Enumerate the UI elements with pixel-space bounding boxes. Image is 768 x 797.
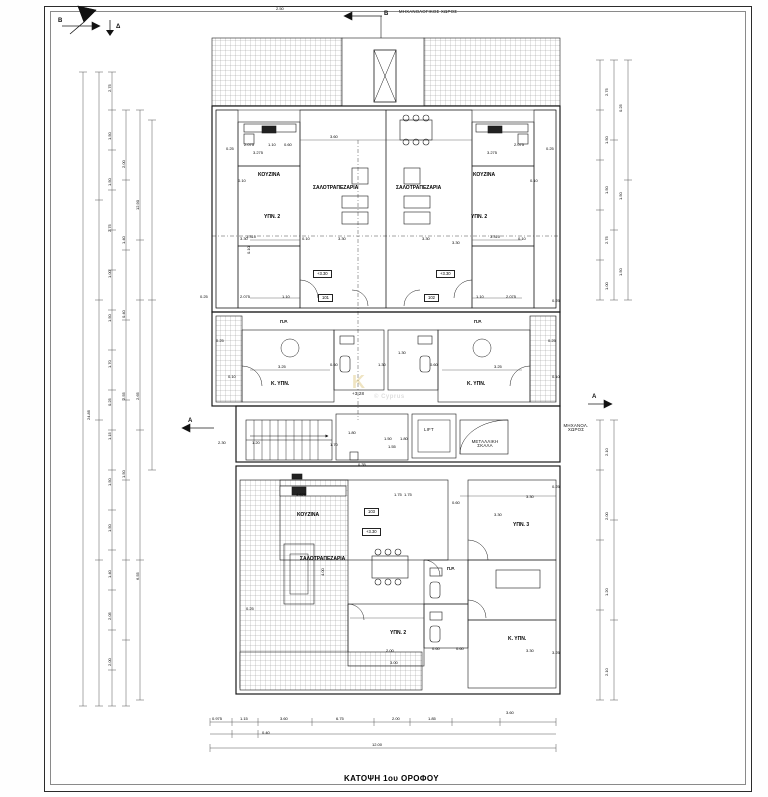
dimension-plan: 1.20: [252, 440, 260, 445]
section-label-a-right: A: [592, 394, 597, 400]
room-label: Π.Ρ.: [447, 566, 455, 571]
annotation-mechanical-top: ΜΗΧΑΝΟΛΟΓΙΚΟΣ ΧΩΡΟΣ: [398, 9, 458, 14]
room-label: ΥΠΝ. 2: [264, 214, 281, 220]
dimension-left: 1.40: [121, 236, 126, 244]
dimension-plan: 0.25: [552, 298, 560, 303]
dimension-plan: 2.075: [244, 142, 255, 147]
dimension-plan: 0.60: [452, 500, 460, 505]
dimension-plan: 1.50: [384, 436, 392, 441]
dimension-plan: 2.075: [514, 142, 525, 147]
section-mark-delta: [106, 20, 114, 36]
dimension-plan: 0.10: [552, 374, 560, 379]
dimension-plan: 0.25: [200, 294, 208, 299]
dimension-bottom: 0.40: [262, 730, 270, 735]
apartment-tag: 102: [424, 294, 439, 302]
dimension-bottom: 2.00: [392, 716, 400, 721]
core-band: [236, 406, 560, 462]
dimension-plan: 0.10: [246, 246, 251, 254]
section-mark-b-top: [344, 12, 382, 20]
dimension-plan: 0.25: [548, 338, 556, 343]
dimension-left: 0.25: [107, 398, 112, 406]
dimension-plan: 1.75: [394, 492, 402, 497]
dimension-left: 1.00: [107, 270, 112, 278]
room-label: ΣΑΛΟΤΡΑΠΕΖΑΡΙΑ: [313, 185, 359, 191]
dimension-plan: 3.310: [490, 234, 501, 239]
dimension-plan: 0.60: [432, 646, 440, 651]
dimension-bottom: 1.85: [428, 716, 436, 721]
room-label: ΣΑΛΟΤΡΑΠΕΖΑΡΙΑ: [300, 556, 346, 562]
dimension-left: 2.75: [107, 84, 112, 92]
dimension-left: 1.50: [121, 470, 126, 478]
dimension-plan: 0.35: [358, 462, 366, 467]
room-label: Κ. ΥΠΝ.: [467, 381, 486, 387]
dimension-bottom: 0.975: [212, 716, 223, 721]
dimension-plan: 3.30: [526, 494, 534, 499]
dimension-plan: 0.10: [302, 236, 310, 241]
dimension-left: 2.00: [107, 658, 112, 666]
dimension-bottom: 12.00: [372, 742, 383, 747]
dimension-left: 1.50: [107, 524, 112, 532]
room-label: Π.Ρ.: [474, 319, 482, 324]
apartment-tag: 101: [318, 294, 333, 302]
dimension-plan: 1.30: [398, 350, 406, 355]
dimension-plan: 1.80: [400, 436, 408, 441]
dimension-plan: 2.075: [240, 294, 251, 299]
dimension-plan: 4.625: [296, 492, 307, 497]
annotation-mechanical-right: ΜΗΧΑΝΟΛ. ΧΩΡΟΣ: [563, 423, 589, 433]
dimension-left: 6.55: [135, 572, 140, 580]
dimension-right: 2.10: [604, 448, 609, 456]
dimension-plan: 4.00: [320, 568, 325, 576]
dimension-plan: 3.25: [278, 364, 286, 369]
lower-block: [236, 452, 560, 694]
room-label: ΥΠΝ. 2: [471, 214, 488, 220]
section-label-a-left: A: [188, 418, 193, 424]
dimension-left: 1.15: [107, 432, 112, 440]
apartment-tag: 103: [364, 508, 379, 516]
dimension-ladder-left: [79, 72, 156, 706]
dimension-plan: 3.30: [240, 236, 248, 241]
dimension-left: 1.50: [107, 132, 112, 140]
level-tag: +3.30: [362, 528, 381, 536]
dimension-bottom: 3.60: [280, 716, 288, 721]
dimension-right: 2.75: [604, 88, 609, 96]
dimension-left: 2.75: [107, 224, 112, 232]
page-title: ΚΑΤΟΨΗ 1ου ΟΡΟΦΟΥ: [344, 774, 440, 783]
dimension-plan: 1.70: [330, 442, 338, 447]
room-label: Κ. ΥΠΝ.: [508, 636, 527, 642]
section-mark-b-left: [62, 22, 100, 30]
dimension-plan: 3.275: [487, 150, 498, 155]
dimension-plan: 0.25: [216, 338, 224, 343]
dimension-bottom: 6.75: [336, 716, 344, 721]
annotation-lift: LIFT: [424, 427, 434, 432]
dimension-plan: 3.30: [452, 240, 460, 245]
room-label: Κ. ΥΠΝ.: [271, 381, 290, 387]
dimension-left: 1.50: [107, 478, 112, 486]
dimension-plan: 3.30: [422, 236, 430, 241]
dimension-plan: 3.30: [526, 648, 534, 653]
dimension-plan: 0.60: [456, 646, 464, 651]
dimension-left: 2.05: [107, 612, 112, 620]
dimension-ladder-right: [596, 60, 632, 700]
watermark-text: © Cyprus: [374, 394, 405, 400]
dimension-right: 2.00: [604, 512, 609, 520]
dimension-left: 2.00: [121, 160, 126, 168]
dimension-plan: 3.310: [246, 234, 257, 239]
section-label-b-top: B: [384, 11, 389, 17]
section-mark-a-right: [588, 400, 612, 408]
dimension-plan: 0.60: [330, 362, 338, 367]
dimension-right: 2.10: [604, 668, 609, 676]
room-label: ΥΠΝ. 3: [513, 522, 530, 528]
dimension-plan: 0.25: [246, 606, 254, 611]
dimension-right: 2.75: [604, 236, 609, 244]
dimension-right: 1.50: [604, 186, 609, 194]
dimension-plan: 3.25: [552, 650, 560, 655]
dimension-right: 1.50: [618, 192, 623, 200]
dimension-overall-left: 24.85: [86, 409, 91, 420]
dimension-plan: 0.60: [430, 362, 438, 367]
dimension-top: 2.50: [276, 6, 284, 11]
room-label: ΚΟΥΖΙΝΑ: [297, 512, 320, 518]
dimension-left: 1.70: [107, 360, 112, 368]
dimension-left: 1.50: [107, 314, 112, 322]
dimension-plan: 0.10: [238, 178, 246, 183]
dimension-left: 12.90: [135, 199, 140, 210]
dimension-left: 2.55: [121, 392, 126, 400]
dimension-plan: 3.275: [253, 150, 264, 155]
dimension-plan: 0.60: [284, 142, 292, 147]
dimension-plan: 2.075: [506, 294, 517, 299]
level-tag: +3.30: [436, 270, 455, 278]
room-label: Π.Ρ.: [280, 319, 288, 324]
annotation-metallic-stair: ΜΕΤΑΛΛΙΚΗ ΣΚΑΛΑ: [471, 439, 499, 449]
dimension-plan: 0.10: [518, 236, 526, 241]
dimension-plan: 1.75: [404, 492, 412, 497]
dimension-right: 1.00: [604, 282, 609, 290]
room-label: ΣΑΛΟΤΡΑΠΕΖΑΡΙΑ: [396, 185, 442, 191]
dimension-left: 1.40: [107, 570, 112, 578]
dimension-plan: 0.25: [552, 484, 560, 489]
level-tag: +3.30: [313, 270, 332, 278]
dimension-plan: 1.10: [268, 142, 276, 147]
dimension-bottom: 1.15: [240, 716, 248, 721]
dimension-right: 0.25: [618, 104, 623, 112]
dimension-ladder-bottom: [210, 718, 556, 752]
dimension-left: 0.40: [121, 310, 126, 318]
dimension-plan: 0.10: [530, 178, 538, 183]
dimension-right: 1.50: [604, 136, 609, 144]
dimension-plan: 1.80: [348, 430, 356, 435]
room-label: ΥΠΝ. 2: [390, 630, 407, 636]
section-mark-a-left: [182, 424, 214, 432]
dimension-plan: 3.00: [390, 660, 398, 665]
dimension-plan: 0.25: [546, 146, 554, 151]
dimension-left: 2.65: [135, 392, 140, 400]
dimension-plan: 2.00: [386, 648, 394, 653]
level-tag: +3.28: [352, 391, 365, 396]
dimension-right: 1.50: [618, 268, 623, 276]
dimension-plan: 1.10: [476, 294, 484, 299]
dimension-plan: 3.25: [494, 364, 502, 369]
dimension-plan: 0.25: [226, 146, 234, 151]
dimension-plan: 3.30: [494, 512, 502, 517]
dimension-plan: 1.55: [388, 444, 396, 449]
section-label-b-left: B: [58, 18, 63, 24]
room-label: ΚΟΥΖΙΝΑ: [473, 172, 496, 178]
dimension-plan: 0.10: [228, 374, 236, 379]
dimension-plan: 1.10: [282, 294, 290, 299]
dimension-right: 1.20: [604, 588, 609, 596]
room-label: ΚΟΥΖΙΝΑ: [258, 172, 281, 178]
watermark: [352, 372, 432, 412]
dimension-plan: 1.30: [378, 362, 386, 367]
dimension-left: 1.50: [107, 178, 112, 186]
dimension-plan: 2.30: [218, 440, 226, 445]
dimension-plan: 3.60: [330, 134, 338, 139]
section-label-delta: Δ: [116, 24, 121, 30]
dimension-plan: 3.30: [338, 236, 346, 241]
watermark-logo: K: [352, 372, 366, 392]
dimension-bottom: 3.60: [506, 710, 514, 715]
